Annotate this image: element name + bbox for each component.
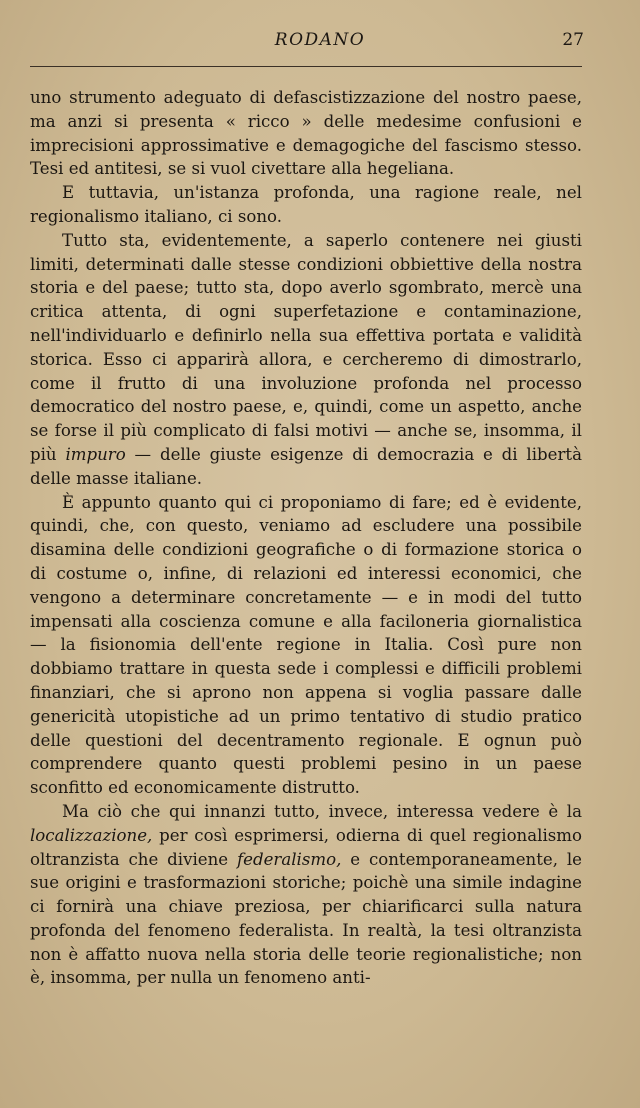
text-segment: Tutto sta, evidentemente, a saperlo contenere nei giusti limiti, determinati dalle stesse condizioni obbiettive della nostra storia e del paese; tutto sta, dopo averlo sgombrato, mercè una critica attenta, di ogni superfetazione e contaminazione, nell'individuarlo e definirlo nella sua effettiva portata e validità storica. Esso ci apparirà allora, e cercheremo di dimostrarlo, come il frutto di una involuzione profonda nel processo democratico del nostro paese, e, quindi, come un aspetto, anche se forse il più complicato di falsi motivi — anche se, insomma, il più	[30, 230, 582, 464]
text-segment: — delle giuste esigenze di democrazia e di libertà delle masse italiane.	[30, 444, 582, 488]
paragraph-3	[30, 229, 582, 491]
italic-text-segment: federalismo,	[237, 849, 342, 869]
paragraph-4	[30, 491, 582, 800]
text-segment: E tuttavia, un'istanza profonda, una ragione reale, nel regionalismo italiano, ci sono.	[30, 183, 582, 226]
text-segment: Ma ciò che qui innanzi tutto, invece, interessa vedere è la	[62, 801, 582, 821]
paragraph-5	[30, 800, 582, 990]
text-segment: per così esprimersi, odierna di quel regionalismo oltranzista che diviene	[30, 825, 582, 869]
italic-text-segment: impuro	[65, 444, 126, 464]
paragraph-1	[30, 86, 582, 181]
text-segment: uno strumento adeguato di defascistizzazione del nostro paese, ma anzi si presenta « ricco » delle medesime confusioni e imprecisioni approssimative e demagogiche del fascismo stesso. Tesi ed antitesi, se si vuol civettare alla hegeliana.	[30, 88, 582, 179]
body-text	[30, 86, 582, 990]
page-number: 27	[562, 30, 584, 50]
header-rule	[30, 66, 582, 67]
text-segment: e contemporaneamente, le sue origini e trasformazioni storiche; poichè una simile indagine ci fornirà una chiave preziosa, per chiarificarci sulla natura profonda del fenomeno federalista. In realtà, la tesi oltranzista non è affatto nuova nella storia delle teorie regionalistiche; non è, insomma, per nulla un fenomeno anti-	[30, 849, 582, 988]
running-title: RODANO	[274, 30, 366, 50]
italic-text-segment: localizzazione,	[30, 825, 153, 845]
paragraph-2	[30, 181, 582, 229]
text-segment: È appunto quanto qui ci proponiamo di fare; ed è evidente, quindi, che, con questo, veniamo ad escludere una possibile disamina delle condizioni geografiche o di formazione storica o di costume o, infine, di relazioni ed interessi economici, che vengono a determinare concretamente — e in modi del tutto impensati alla coscienza comune e alla faciloneria giornalistica — la fisionomia dell'ente regione in Italia. Così pure non dobbiamo trattare in questa sede i complessi e difficili problemi finanziari, che si aprono non appena si voglia passare dalle genericità utopistiche ad un primo tentativo di studio pratico delle questioni del decentramento regionale. E ognun può comprendere quanto questi problemi pesino in un paese sconfitto ed economicamente distrutto.	[30, 492, 582, 798]
page-header	[0, 28, 640, 58]
